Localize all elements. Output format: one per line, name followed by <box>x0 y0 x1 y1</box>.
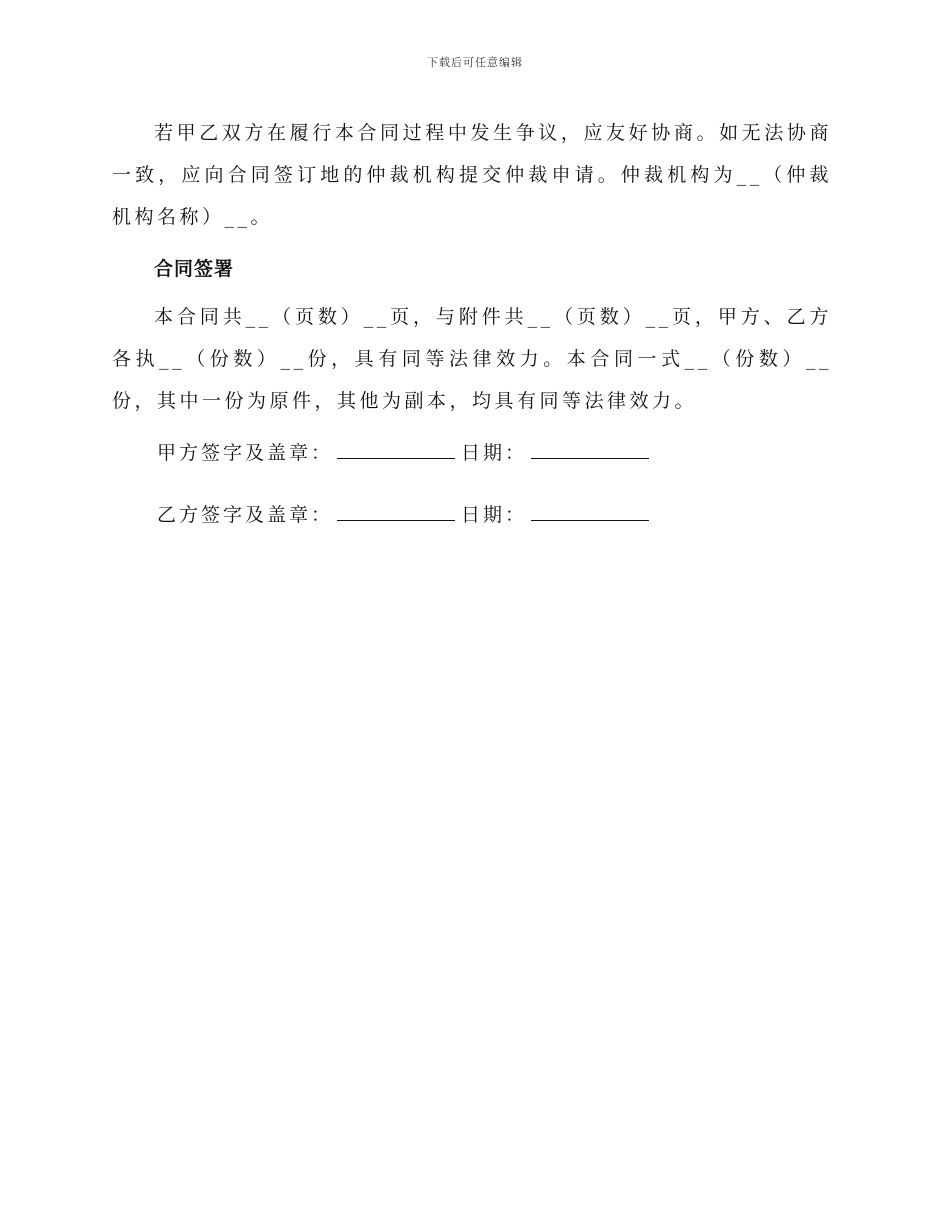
document-body <box>112 112 832 536</box>
party-a-date-blank <box>531 434 649 459</box>
party-a-signature-line <box>112 432 832 474</box>
party-a-signature-blank <box>337 434 455 459</box>
dispute-paragraph: 若甲乙双方在履行本合同过程中发生争议，应友好协商。如无法协商一致，应向合同签订地的仲裁机构提交仲裁申请。仲裁机构为__（仲裁机构名称）__。 <box>112 122 832 228</box>
signing-paragraph: 本合同共__（页数）__页，与附件共__（页数）__页，甲方、乙方各执__（份数）__份，具有同等法律效力。本合同一式__（份数）__份，其中一份为原件，其他为副本，均具有同等法律效力。 <box>112 306 832 412</box>
page-header: 下载后可任意编辑 <box>427 56 523 69</box>
party-b-date-label: 日期： <box>461 504 528 526</box>
party-a-signature-label: 甲方签字及盖章： <box>157 442 334 464</box>
party-b-signature-line <box>112 494 832 536</box>
party-b-date-blank <box>531 496 649 521</box>
party-b-signature-blank <box>337 496 455 521</box>
party-a-date-label: 日期： <box>461 442 528 464</box>
party-b-signature-label: 乙方签字及盖章： <box>157 504 334 526</box>
section-heading-signing: 合同签署 <box>154 258 235 280</box>
